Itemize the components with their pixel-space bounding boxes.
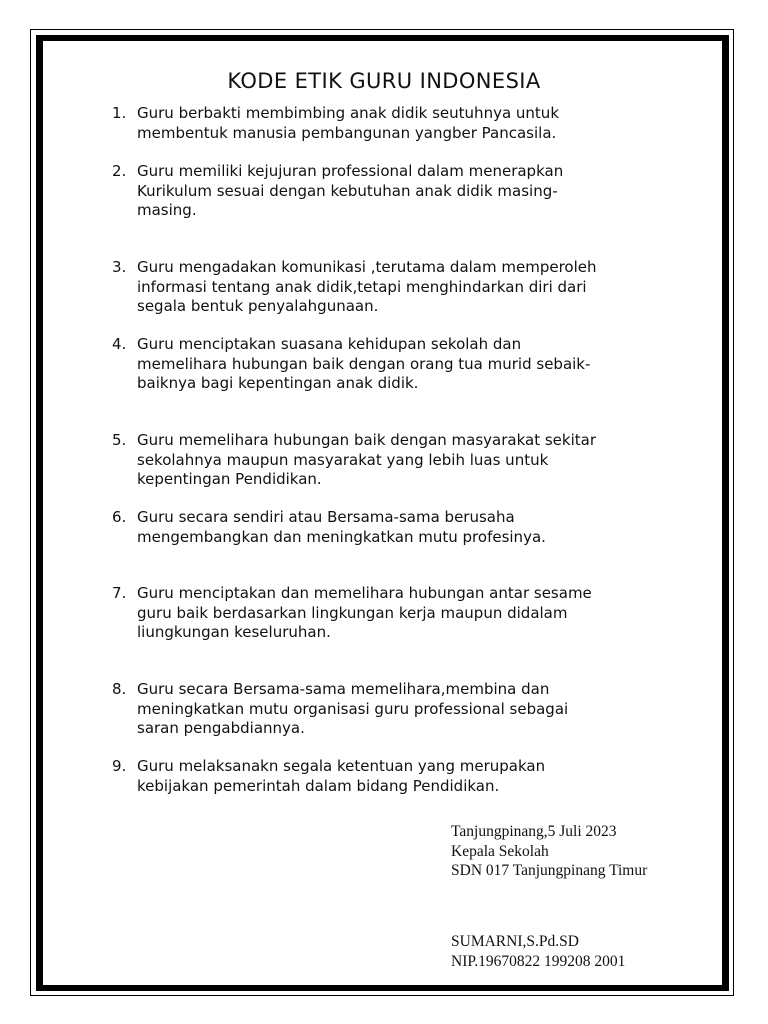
list-item [112,584,712,643]
item-number: 3. [112,258,127,276]
item-number: 8. [112,680,127,698]
list-item [112,335,712,394]
signature-place-date: Tanjungpinang,5 Juli 2023 [451,823,617,840]
item-number: 1. [112,104,127,122]
item-text: Guru melaksanakn segala ketentuan yang merupakan kebijakan pemerintah dalam bidang Pendidikan. [137,757,546,795]
signatory-block [451,932,731,971]
item-number: 7. [112,584,127,602]
item-number: 9. [112,757,127,775]
document-title: KODE ETIK GURU INDONESIA [227,69,541,93]
signature-position: Kepala Sekolah [451,842,549,860]
item-number: 5. [112,431,127,449]
item-text: Guru menciptakan suasana kehidupan sekolah dan memelihara hubungan baik dengan orang tua murid sebaik- baiknya bagi kepentingan anak didik. [137,335,591,392]
list-item [112,258,712,317]
item-text: Guru mengadakan komunikasi ,terutama dalam memperoleh informasi tentang anak didik,tetapi menghindarkan diri dari segala bentuk penyalahgunaan. [137,258,597,315]
list-item [112,431,712,490]
item-text: Guru memiliki kejujuran professional dalam menerapkan Kurikulum sesuai dengan kebutuhan anak didik masing- masing. [137,162,564,219]
list-item [112,680,712,739]
item-text: Guru secara Bersama-sama memelihara,membina dan meningkatkan mutu organisasi guru professional sebagai saran pengabdiannya. [137,680,569,737]
item-text: Guru menciptakan dan memelihara hubungan antar sesame guru baik berdasarkan lingkungan kerja maupun didalam liungkungan keseluruhan. [137,584,592,641]
list-item [112,162,712,221]
item-number: 6. [112,508,127,526]
signatory-name: SUMARNI,S.Pd.SD [451,933,579,950]
item-text: Guru berbakti membimbing anak didik seutuhnya untuk membentuk manusia pembangunan yangber Pancasila. [137,104,559,142]
signatory-nip: NIP.19670822 199208 2001 [451,952,626,970]
list-item [112,104,712,143]
item-number: 2. [112,162,127,180]
item-number: 4. [112,335,127,353]
item-text: Guru memelihara hubungan baik dengan masyarakat sekitar sekolahnya maupun masyarakat yang lebih luas untuk kepentingan Pendidikan. [137,431,596,488]
item-text: Guru secara sendiri atau Bersama-sama berusaha mengembangkan dan meningkatkan mutu profesinya. [137,508,546,546]
list-item [112,508,712,547]
list-item [112,757,712,796]
signature-school: SDN 017 Tanjungpinang Timur [451,862,648,879]
signature-block [451,822,731,881]
